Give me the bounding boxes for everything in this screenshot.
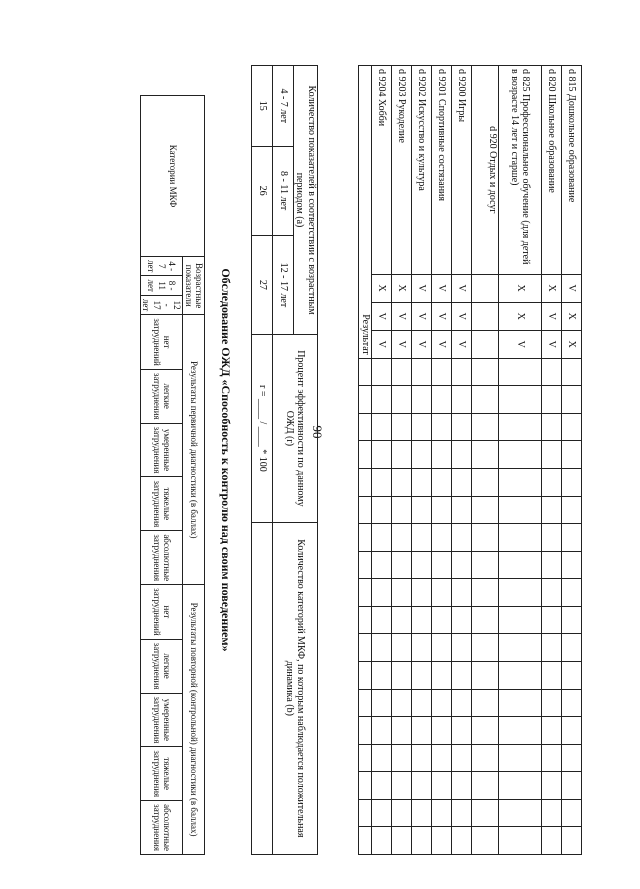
age-mark: V bbox=[372, 302, 392, 330]
score-cell bbox=[499, 579, 542, 607]
table-row bbox=[372, 66, 392, 855]
repeat-level-header: легкие затруднения bbox=[140, 639, 182, 693]
score-cell bbox=[432, 799, 452, 827]
repeat-level-header: умеренные затруднения bbox=[140, 693, 182, 747]
age-mark: V bbox=[562, 274, 582, 302]
age-mark: V bbox=[542, 302, 562, 330]
result-cell bbox=[359, 524, 372, 552]
score-cell bbox=[542, 827, 562, 855]
icf-categories-table bbox=[359, 65, 583, 855]
score-cell bbox=[412, 661, 432, 689]
score-cell bbox=[452, 413, 472, 441]
age-mark: X bbox=[392, 274, 412, 302]
score-cell bbox=[432, 689, 452, 717]
age-mark: X bbox=[562, 302, 582, 330]
score-cell bbox=[412, 496, 432, 524]
score-cell bbox=[562, 496, 582, 524]
page-number: 90 bbox=[310, 425, 325, 439]
result-label: Результат bbox=[359, 66, 372, 359]
score-cell bbox=[472, 606, 499, 634]
score-cell bbox=[392, 551, 412, 579]
score-cell bbox=[432, 579, 452, 607]
category-label: d 9200 Игры bbox=[452, 66, 472, 275]
result-cell bbox=[359, 744, 372, 772]
table-row bbox=[562, 66, 582, 855]
score-cell bbox=[372, 717, 392, 745]
score-cell bbox=[562, 579, 582, 607]
score-cell bbox=[392, 634, 412, 662]
primary-level-header: умеренные затруднения bbox=[140, 423, 182, 477]
score-cell bbox=[562, 827, 582, 855]
score-cell bbox=[472, 441, 499, 469]
score-cell bbox=[452, 551, 472, 579]
score-cell bbox=[392, 386, 412, 414]
score-cell bbox=[412, 827, 432, 855]
score-cell bbox=[452, 634, 472, 662]
repeat-diagnostics-header: Результаты повторной (контрольной) диагностики (в баллах) bbox=[183, 585, 205, 855]
score-cell bbox=[452, 799, 472, 827]
score-cell bbox=[432, 551, 452, 579]
result-cell bbox=[359, 358, 372, 386]
score-cell bbox=[452, 772, 472, 800]
score-cell bbox=[562, 524, 582, 552]
table-row bbox=[542, 66, 562, 855]
score-cell bbox=[432, 413, 452, 441]
table-row bbox=[412, 66, 432, 855]
score-cell bbox=[392, 496, 412, 524]
score-cell bbox=[499, 661, 542, 689]
score-cell bbox=[472, 744, 499, 772]
score-cell bbox=[392, 441, 412, 469]
score-cell bbox=[542, 772, 562, 800]
score-cell bbox=[542, 386, 562, 414]
score-cell bbox=[432, 744, 452, 772]
score-cell bbox=[372, 358, 392, 386]
primary-level-header: абсолютные затруднения bbox=[140, 531, 182, 585]
score-cell bbox=[499, 551, 542, 579]
score-cell bbox=[472, 358, 499, 386]
score-cell bbox=[562, 413, 582, 441]
score-cell bbox=[392, 772, 412, 800]
bt-age-3: 12 - 17 лет bbox=[140, 295, 182, 314]
score-cell bbox=[392, 358, 412, 386]
score-cell bbox=[372, 551, 392, 579]
score-cell bbox=[452, 827, 472, 855]
score-cell bbox=[392, 799, 412, 827]
score-cell bbox=[372, 469, 392, 497]
score-cell bbox=[562, 441, 582, 469]
score-cell bbox=[542, 413, 562, 441]
age-mark: V bbox=[452, 274, 472, 302]
score-cell bbox=[472, 661, 499, 689]
score-cell bbox=[542, 358, 562, 386]
result-cell bbox=[359, 717, 372, 745]
result-cell bbox=[359, 469, 372, 497]
score-cell bbox=[432, 634, 452, 662]
score-cell bbox=[542, 551, 562, 579]
score-cell bbox=[472, 413, 499, 441]
age-mark: X bbox=[499, 274, 542, 302]
table-row bbox=[452, 66, 472, 855]
score-cell bbox=[432, 386, 452, 414]
age-mark bbox=[472, 302, 499, 330]
summary-table bbox=[251, 65, 318, 855]
count-3: 27 bbox=[252, 235, 273, 334]
score-cell bbox=[452, 496, 472, 524]
score-cell bbox=[412, 579, 432, 607]
score-cell bbox=[452, 386, 472, 414]
score-cell bbox=[499, 634, 542, 662]
positive-dynamics-header: Количество категорий МКФ, по которым наблюдается положительная динамика (b) bbox=[273, 522, 318, 854]
age-mark: V bbox=[452, 302, 472, 330]
score-cell bbox=[542, 661, 562, 689]
result-row bbox=[359, 66, 372, 855]
score-cell bbox=[432, 524, 452, 552]
score-cell bbox=[372, 799, 392, 827]
primary-diagnostics-header: Результаты первичной диагностики (в баллах) bbox=[183, 315, 205, 585]
score-cell bbox=[562, 634, 582, 662]
age-mark: V bbox=[392, 302, 412, 330]
age-mark: X bbox=[562, 330, 582, 358]
score-cell bbox=[499, 441, 542, 469]
age-mark: V bbox=[432, 330, 452, 358]
result-cell bbox=[359, 386, 372, 414]
age-group-1: 4 - 7 лет bbox=[273, 66, 294, 147]
score-cell bbox=[392, 469, 412, 497]
score-cell bbox=[499, 606, 542, 634]
score-cell bbox=[499, 469, 542, 497]
score-cell bbox=[412, 551, 432, 579]
category-label: d 820 Школьное образование bbox=[542, 66, 562, 275]
score-cell bbox=[542, 579, 562, 607]
result-cell bbox=[359, 579, 372, 607]
bt-age-2: 8 - 11 лет bbox=[140, 276, 182, 295]
score-cell bbox=[562, 772, 582, 800]
score-cell bbox=[432, 717, 452, 745]
category-label: d 9203 Рукоделие bbox=[392, 66, 412, 275]
score-cell bbox=[372, 496, 392, 524]
score-cell bbox=[432, 358, 452, 386]
score-cell bbox=[452, 689, 472, 717]
score-cell bbox=[412, 358, 432, 386]
count-2: 26 bbox=[252, 146, 273, 235]
score-cell bbox=[542, 744, 562, 772]
positive-dynamics-value bbox=[252, 522, 273, 854]
category-label: d 815 Дошкольное образование bbox=[562, 66, 582, 275]
assessment-table bbox=[140, 95, 205, 855]
score-cell bbox=[412, 799, 432, 827]
score-cell bbox=[472, 469, 499, 497]
score-cell bbox=[372, 634, 392, 662]
score-cell bbox=[542, 717, 562, 745]
result-cell bbox=[359, 441, 372, 469]
primary-level-header: легкие затруднения bbox=[140, 369, 182, 423]
score-cell bbox=[392, 661, 412, 689]
score-cell bbox=[542, 634, 562, 662]
score-cell bbox=[372, 689, 392, 717]
score-cell bbox=[499, 717, 542, 745]
score-cell bbox=[412, 524, 432, 552]
score-cell bbox=[562, 358, 582, 386]
score-cell bbox=[562, 386, 582, 414]
score-cell bbox=[499, 799, 542, 827]
repeat-level-header: абсолютные затруднения bbox=[140, 801, 182, 855]
score-cell bbox=[372, 386, 392, 414]
score-cell bbox=[472, 799, 499, 827]
score-cell bbox=[562, 551, 582, 579]
score-cell bbox=[452, 606, 472, 634]
score-cell bbox=[499, 524, 542, 552]
age-mark: V bbox=[412, 330, 432, 358]
score-cell bbox=[499, 772, 542, 800]
category-header: Категории МКФ bbox=[140, 96, 204, 257]
score-cell bbox=[372, 606, 392, 634]
score-cell bbox=[452, 717, 472, 745]
score-cell bbox=[392, 606, 412, 634]
age-mark bbox=[472, 274, 499, 302]
score-cell bbox=[452, 441, 472, 469]
result-cell bbox=[359, 496, 372, 524]
efficiency-header: Процент эффективности по данному ОЖД (r) bbox=[273, 335, 318, 523]
score-cell bbox=[372, 413, 392, 441]
score-cell bbox=[392, 579, 412, 607]
category-label: d 9201 Спортивные состязания bbox=[432, 66, 452, 275]
age-mark: V bbox=[432, 302, 452, 330]
category-label: d 9204 Хобби bbox=[372, 66, 392, 275]
score-cell bbox=[412, 689, 432, 717]
score-cell bbox=[542, 496, 562, 524]
age-group-3: 12 - 17 лет bbox=[273, 235, 294, 334]
age-mark: V bbox=[542, 330, 562, 358]
score-cell bbox=[432, 606, 452, 634]
score-cell bbox=[412, 717, 432, 745]
score-cell bbox=[472, 827, 499, 855]
efficiency-formula: r = ____ / ____ * 100 bbox=[252, 335, 273, 523]
age-mark: V bbox=[499, 330, 542, 358]
score-cell bbox=[372, 441, 392, 469]
age-mark: V bbox=[412, 302, 432, 330]
score-cell bbox=[412, 413, 432, 441]
score-cell bbox=[432, 469, 452, 497]
result-cell bbox=[359, 634, 372, 662]
score-cell bbox=[542, 689, 562, 717]
score-cell bbox=[542, 469, 562, 497]
result-cell bbox=[359, 606, 372, 634]
score-cell bbox=[542, 799, 562, 827]
age-mark: V bbox=[392, 330, 412, 358]
count-header: Количество показателей в соответствии с возрастным периодом (a) bbox=[294, 66, 318, 335]
score-cell bbox=[472, 634, 499, 662]
score-cell bbox=[472, 772, 499, 800]
score-cell bbox=[562, 469, 582, 497]
result-cell bbox=[359, 772, 372, 800]
score-cell bbox=[452, 358, 472, 386]
score-cell bbox=[392, 717, 412, 745]
age-mark: X bbox=[499, 302, 542, 330]
score-cell bbox=[372, 661, 392, 689]
age-mark bbox=[472, 330, 499, 358]
count-1: 15 bbox=[252, 66, 273, 147]
age-group-2: 8 - 11 лет bbox=[273, 146, 294, 235]
score-cell bbox=[412, 469, 432, 497]
table-row bbox=[472, 66, 499, 855]
age-mark: X bbox=[372, 274, 392, 302]
score-cell bbox=[432, 441, 452, 469]
score-cell bbox=[392, 524, 412, 552]
score-cell bbox=[472, 689, 499, 717]
result-cell bbox=[359, 661, 372, 689]
score-cell bbox=[432, 772, 452, 800]
score-cell bbox=[452, 524, 472, 552]
score-cell bbox=[412, 386, 432, 414]
score-cell bbox=[472, 524, 499, 552]
score-cell bbox=[562, 661, 582, 689]
score-cell bbox=[372, 744, 392, 772]
score-cell bbox=[499, 744, 542, 772]
primary-level-header: нет затруднений bbox=[140, 315, 182, 370]
section-heading: Обследование ОЖД «Способность к контролю над своим поведением» bbox=[219, 268, 233, 652]
score-cell bbox=[562, 689, 582, 717]
score-cell bbox=[372, 579, 392, 607]
score-cell bbox=[472, 717, 499, 745]
score-cell bbox=[499, 496, 542, 524]
score-cell bbox=[472, 551, 499, 579]
score-cell bbox=[562, 799, 582, 827]
repeat-level-header: тяжелые затруднения bbox=[140, 747, 182, 801]
score-cell bbox=[472, 496, 499, 524]
repeat-level-header: нет затруднений bbox=[140, 585, 182, 640]
score-cell bbox=[499, 827, 542, 855]
score-cell bbox=[392, 413, 412, 441]
age-mark: V bbox=[372, 330, 392, 358]
result-cell bbox=[359, 551, 372, 579]
bt-age-1: 4 - 7 лет bbox=[140, 257, 182, 276]
score-cell bbox=[499, 413, 542, 441]
table-row bbox=[432, 66, 452, 855]
score-cell bbox=[452, 469, 472, 497]
score-cell bbox=[392, 689, 412, 717]
age-mark: V bbox=[452, 330, 472, 358]
score-cell bbox=[432, 661, 452, 689]
result-cell bbox=[359, 689, 372, 717]
result-cell bbox=[359, 413, 372, 441]
age-mark: V bbox=[412, 274, 432, 302]
score-cell bbox=[562, 744, 582, 772]
score-cell bbox=[499, 689, 542, 717]
category-label: d 9202 Искусство и культура bbox=[412, 66, 432, 275]
table-row bbox=[499, 66, 542, 855]
age-mark: X bbox=[542, 274, 562, 302]
score-cell bbox=[432, 496, 452, 524]
category-label: d 825 Профессиональное обучение (для детей в возрасте 14 лет и старше) bbox=[499, 66, 542, 275]
score-cell bbox=[412, 772, 432, 800]
score-cell bbox=[412, 441, 432, 469]
score-cell bbox=[499, 386, 542, 414]
age-header: Возрастные показатели bbox=[183, 257, 205, 315]
score-cell bbox=[412, 744, 432, 772]
score-cell bbox=[432, 827, 452, 855]
score-cell bbox=[562, 717, 582, 745]
score-cell bbox=[472, 579, 499, 607]
score-cell bbox=[412, 606, 432, 634]
age-mark: V bbox=[432, 274, 452, 302]
score-cell bbox=[412, 634, 432, 662]
score-cell bbox=[542, 524, 562, 552]
score-cell bbox=[372, 772, 392, 800]
primary-level-header: тяжелые затруднения bbox=[140, 477, 182, 531]
score-cell bbox=[542, 606, 562, 634]
result-cell bbox=[359, 827, 372, 855]
score-cell bbox=[452, 579, 472, 607]
table-row bbox=[392, 66, 412, 855]
score-cell bbox=[562, 606, 582, 634]
score-cell bbox=[372, 524, 392, 552]
score-cell bbox=[452, 661, 472, 689]
score-cell bbox=[392, 744, 412, 772]
category-label: d 920 Отдых и досуг bbox=[472, 66, 499, 275]
score-cell bbox=[499, 358, 542, 386]
score-cell bbox=[392, 827, 412, 855]
result-cell bbox=[359, 799, 372, 827]
score-cell bbox=[452, 744, 472, 772]
score-cell bbox=[372, 827, 392, 855]
score-cell bbox=[472, 386, 499, 414]
score-cell bbox=[542, 441, 562, 469]
